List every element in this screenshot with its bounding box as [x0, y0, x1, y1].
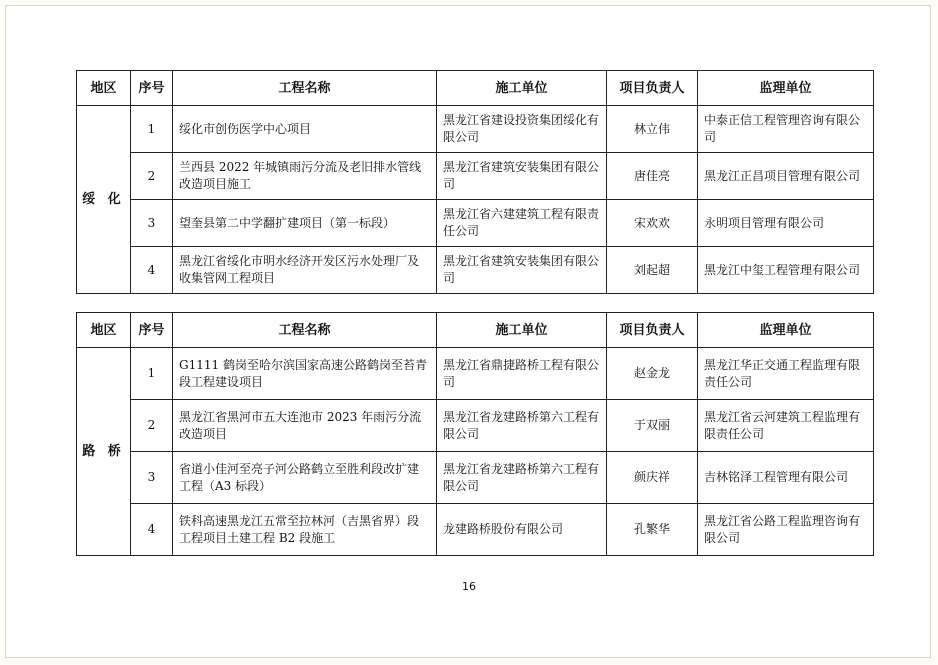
- index-cell: 3: [131, 452, 173, 504]
- table-row: [77, 247, 874, 294]
- project-cell: 省道小佳河至亮子河公路鹤立至胜利段改扩建工程（A3 标段）: [173, 452, 437, 504]
- supervisor-cell: 吉林铭泽工程管理有限公司: [698, 452, 874, 504]
- header-project: 工程名称: [173, 313, 437, 348]
- document-page: [5, 5, 931, 658]
- manager-cell: 颜庆祥: [607, 452, 698, 504]
- project-table-luqiao: [76, 312, 874, 556]
- contractor-cell: 黑龙江省龙建路桥第六工程有限公司: [437, 452, 607, 504]
- table-header-row: [77, 313, 874, 348]
- table-header-row: [77, 71, 874, 106]
- manager-cell: 宋欢欢: [607, 200, 698, 247]
- manager-cell: 唐佳亮: [607, 153, 698, 200]
- supervisor-cell: 黑龙江中玺工程管理有限公司: [698, 247, 874, 294]
- header-contractor: 施工单位: [437, 71, 607, 106]
- index-cell: 1: [131, 106, 173, 153]
- contractor-cell: 黑龙江省建筑安装集团有限公司: [437, 153, 607, 200]
- index-cell: 3: [131, 200, 173, 247]
- project-cell: 黑龙江省黑河市五大连池市 2023 年雨污分流改造项目: [173, 400, 437, 452]
- page-number: 16: [462, 580, 476, 593]
- project-cell: 望奎县第二中学翻扩建项目（第一标段）: [173, 200, 437, 247]
- header-project: 工程名称: [173, 71, 437, 106]
- supervisor-cell: 黑龙江华正交通工程监理有限责任公司: [698, 348, 874, 400]
- project-cell: 黑龙江省绥化市明水经济开发区污水处理厂及收集管网工程项目: [173, 247, 437, 294]
- header-supervisor: 监理单位: [698, 313, 874, 348]
- table-row: [77, 106, 874, 153]
- index-cell: 2: [131, 400, 173, 452]
- table-row: [77, 153, 874, 200]
- header-contractor: 施工单位: [437, 313, 607, 348]
- manager-cell: 于双丽: [607, 400, 698, 452]
- contractor-cell: 黑龙江省鼎捷路桥工程有限公司: [437, 348, 607, 400]
- region-cell: 路 桥: [77, 348, 131, 556]
- table-row: [77, 452, 874, 504]
- manager-cell: 刘起超: [607, 247, 698, 294]
- supervisor-cell: 中泰正信工程管理咨询有限公司: [698, 106, 874, 153]
- table-row: [77, 200, 874, 247]
- project-table-suihua: [76, 70, 874, 294]
- table-row: [77, 400, 874, 452]
- supervisor-cell: 黑龙江省云河建筑工程监理有限责任公司: [698, 400, 874, 452]
- project-cell: 铁科高速黑龙江五常至拉林河（吉黑省界）段工程项目土建工程 B2 段施工: [173, 504, 437, 556]
- project-cell: 绥化市创伤医学中心项目: [173, 106, 437, 153]
- table-row: [77, 348, 874, 400]
- manager-cell: 林立伟: [607, 106, 698, 153]
- index-cell: 2: [131, 153, 173, 200]
- table-row: [77, 504, 874, 556]
- header-region: 地区: [77, 313, 131, 348]
- index-cell: 4: [131, 247, 173, 294]
- project-cell: G1111 鹤岗至哈尔滨国家高速公路鹤岗至苔青段工程建设项目: [173, 348, 437, 400]
- header-manager: 项目负责人: [607, 71, 698, 106]
- contractor-cell: 黑龙江省建筑安装集团有限公司: [437, 247, 607, 294]
- contractor-cell: 黑龙江省龙建路桥第六工程有限公司: [437, 400, 607, 452]
- header-index: 序号: [131, 71, 173, 106]
- header-manager: 项目负责人: [607, 313, 698, 348]
- header-supervisor: 监理单位: [698, 71, 874, 106]
- index-cell: 4: [131, 504, 173, 556]
- contractor-cell: 龙建路桥股份有限公司: [437, 504, 607, 556]
- manager-cell: 赵金龙: [607, 348, 698, 400]
- manager-cell: 孔繁华: [607, 504, 698, 556]
- index-cell: 1: [131, 348, 173, 400]
- supervisor-cell: 永明项目管理有限公司: [698, 200, 874, 247]
- header-index: 序号: [131, 313, 173, 348]
- contractor-cell: 黑龙江省建设投资集团绥化有限公司: [437, 106, 607, 153]
- project-cell: 兰西县 2022 年城镇雨污分流及老旧排水管线改造项目施工: [173, 153, 437, 200]
- contractor-cell: 黑龙江省六建建筑工程有限责任公司: [437, 200, 607, 247]
- supervisor-cell: 黑龙江正昌项目管理有限公司: [698, 153, 874, 200]
- region-cell: 绥 化: [77, 106, 131, 294]
- supervisor-cell: 黑龙江省公路工程监理咨询有限公司: [698, 504, 874, 556]
- header-region: 地区: [77, 71, 131, 106]
